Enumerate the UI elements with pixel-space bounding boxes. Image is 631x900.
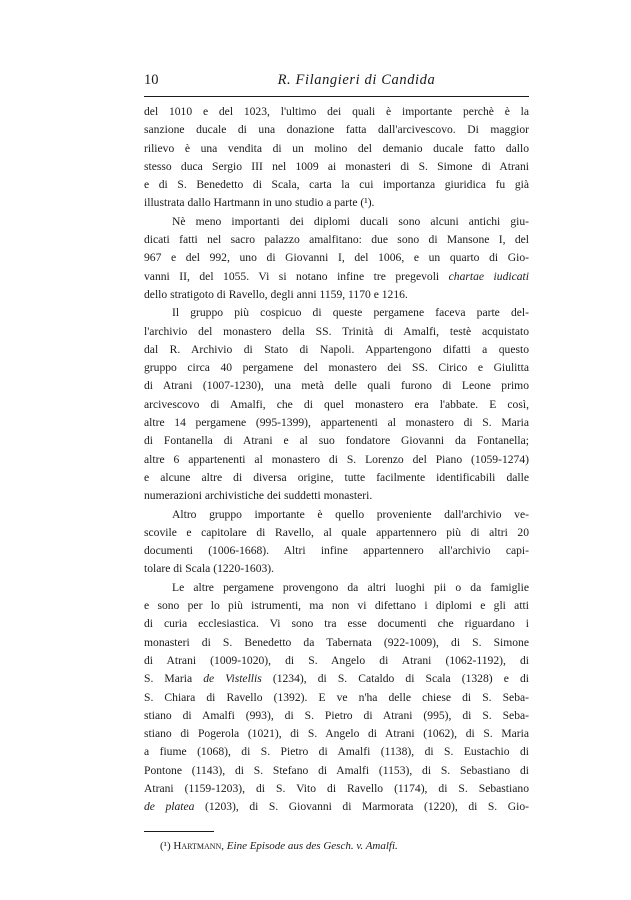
text-line: Atrani (1159-1203), di S. Vito di Ravello (1174), di S. Sebastiano: [144, 781, 529, 795]
book-page: [144, 72, 529, 854]
text-line: di Atrani (1009-1020), di S. Angelo di Atrani (1062-1192), di: [144, 653, 529, 667]
text-line: 967 e del 992, uno di Giovanni I, del 1006, e un quarto di Gio-: [144, 251, 529, 265]
text-line: S. Maria de Vistellis (1234), di S. Cataldo di Scala (1328) e di: [144, 672, 529, 686]
latin-term: de platea: [144, 800, 195, 814]
text-line: gruppo circa 40 pergamene del monastero dei SS. Cirico e Giulitta: [144, 361, 529, 375]
text-line: di curia ecclesiastica. Vi sono tra esse documenti che riguardano i: [144, 617, 529, 631]
running-title: R. Filangieri di Candida: [277, 72, 436, 88]
text-line: altre 14 pergamene (995-1399), appartenenti al monastero di S. Maria: [144, 416, 529, 430]
footnote-marker: (¹): [160, 839, 171, 852]
header-rule: [144, 96, 529, 97]
paragraph: [144, 579, 529, 817]
text-line: numerazioni archivistiche dei suddetti monasteri.: [144, 489, 373, 503]
text-line: illustrata dallo Hartmann in uno studio a parte (¹).: [144, 196, 375, 210]
paragraph: [144, 506, 529, 579]
text-line: rilievo è una vendita di un molino del demanio ducale fatto dallo: [144, 141, 529, 155]
text-line: del 1010 e del 1023, l'ultimo dei quali è importante perchè è la: [144, 105, 529, 118]
text-line: e sono per lo più istrumenti, ma non vi difettano i diplomi e gli atti: [144, 599, 529, 613]
footnote: [144, 838, 529, 854]
text-line: e alcune altre di diversa origine, tutte facilmente identificabili dalle: [144, 470, 529, 484]
text-line: Nè meno importanti dei diplomi ducali sono alcuni antichi giu-: [172, 214, 529, 228]
paragraph: [144, 213, 529, 304]
footnote-rule: [144, 831, 214, 832]
text-line: de platea (1203), di S. Giovanni di Marmorata (1220), di S. Gio-: [144, 800, 529, 814]
text-line: Il gruppo più cospicuo di queste pergamene faceva parte del-: [172, 306, 529, 320]
latin-term: chartae iudicati: [448, 269, 529, 283]
text-line: Le altre pergamene provengono da altri luoghi pii o da famiglie: [172, 580, 529, 594]
text-line: stiano di Amalfi (993), di S. Pietro di Atrani (995), di S. Seba-: [144, 708, 529, 722]
paragraph: [144, 103, 529, 213]
paragraph: [144, 304, 529, 505]
text-line: Pontone (1143), di S. Stefano di Amalfi (1153), di S. Sebastiano di: [144, 763, 529, 777]
footnote-title: Eine Episode aus des Gesch. v. Amalfi.: [226, 839, 398, 852]
text-line: a fiume (1068), di S. Pietro di Amalfi (1138), di S. Eustachio di: [144, 745, 529, 759]
text-line: stiano di Pogerola (1021), di S. Angelo di Atrani (1062), di S. Maria: [144, 727, 529, 741]
text-line: dicati fatti nel sacro palazzo amalfitano: due sono di Mansone I, del: [144, 233, 529, 247]
footnote-author: Hartmann,: [173, 839, 225, 852]
text-line: dello stratigoto di Ravello, degli anni 1159, 1170 e 1216.: [144, 287, 408, 301]
body-text: [144, 103, 529, 817]
text-line: e di S. Benedetto di Scala, carta la cui importanza giuridica fu già: [144, 178, 529, 192]
latin-term: de Vistellis: [203, 672, 262, 686]
text-line: l'archivio del monastero della SS. Trinità di Amalfi, testè acquistato: [144, 324, 529, 338]
text-line: vanni II, del 1055. Vi si notano infine tre pregevoli chartae iudicati: [144, 269, 529, 283]
text-line: scovile e capitolare di Ravello, al quale appartennero più di altri 20: [144, 525, 529, 539]
text-line: stesso duca Sergio III nel 1009 ai monasteri di S. Simone di Atrani: [144, 159, 529, 173]
text-line: documenti (1006-1668). Altri infine appartennero all'archivio capi-: [144, 544, 529, 558]
text-line: di Fontanella di Atrani e al suo fondatore Giovanni da Fontanella;: [144, 434, 529, 448]
text-line: monasteri di S. Benedetto da Tabernata (922-1009), di S. Simone: [144, 635, 529, 649]
text-line: di Atrani (1007-1230), una metà delle quali furono di Leone primo: [144, 379, 529, 393]
page-number: 10: [144, 72, 159, 88]
text-line: S. Chiara di Ravello (1392). E ve n'ha delle chiese di S. Seba-: [144, 690, 529, 704]
text-line: arcivescovo di Amalfi, che di quel monastero era l'abbate. E così,: [144, 397, 529, 411]
text-line: sanzione ducale di una donazione fatta dall'arcivescovo. Di maggior: [144, 123, 529, 137]
text-line: altre 6 appartenenti al monastero di S. Lorenzo del Piano (1059-1274): [144, 452, 529, 466]
text-line: tolare di Scala (1220-1603).: [144, 562, 275, 576]
text-line: dal R. Archivio di Stato di Napoli. Appartengono difatti a questo: [144, 342, 529, 356]
text-line: Altro gruppo importante è quello proveniente dall'archivio ve-: [172, 507, 529, 521]
running-head: [144, 72, 529, 94]
